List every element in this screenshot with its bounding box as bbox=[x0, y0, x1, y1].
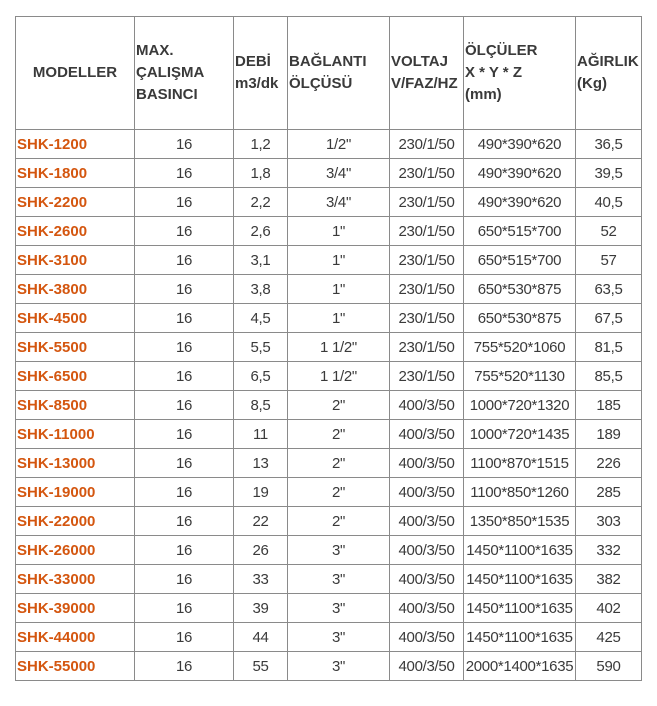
voltage-cell: 230/1/50 bbox=[390, 130, 464, 159]
voltage-cell: 400/3/50 bbox=[390, 391, 464, 420]
pressure-cell: 16 bbox=[135, 536, 234, 565]
flow-cell: 5,5 bbox=[234, 333, 288, 362]
header-row bbox=[16, 17, 642, 130]
model-cell: SHK-55000 bbox=[16, 652, 135, 681]
table-row bbox=[16, 652, 642, 681]
weight-cell: 425 bbox=[576, 623, 642, 652]
dimensions-cell: 1000*720*1320 bbox=[464, 391, 576, 420]
flow-cell: 11 bbox=[234, 420, 288, 449]
weight-cell: 36,5 bbox=[576, 130, 642, 159]
voltage-cell: 400/3/50 bbox=[390, 449, 464, 478]
dimensions-cell: 1450*1100*1635 bbox=[464, 623, 576, 652]
table-row bbox=[16, 478, 642, 507]
weight-cell: 303 bbox=[576, 507, 642, 536]
pressure-cell: 16 bbox=[135, 391, 234, 420]
table-row bbox=[16, 130, 642, 159]
pressure-cell: 16 bbox=[135, 507, 234, 536]
weight-cell: 332 bbox=[576, 536, 642, 565]
model-cell: SHK-3800 bbox=[16, 275, 135, 304]
flow-cell: 6,5 bbox=[234, 362, 288, 391]
header-connection bbox=[288, 17, 390, 130]
voltage-cell: 230/1/50 bbox=[390, 275, 464, 304]
model-cell: SHK-3100 bbox=[16, 246, 135, 275]
table-header bbox=[16, 17, 642, 130]
header-pressure bbox=[135, 17, 234, 130]
connection-cell: 2" bbox=[288, 478, 390, 507]
pressure-cell: 16 bbox=[135, 188, 234, 217]
header-voltage-line: V/FAZ/HZ bbox=[391, 75, 458, 92]
pressure-cell: 16 bbox=[135, 246, 234, 275]
header-pressure-line: BASINCI bbox=[136, 86, 198, 103]
pressure-cell: 16 bbox=[135, 594, 234, 623]
dimensions-cell: 650*515*700 bbox=[464, 246, 576, 275]
model-cell: SHK-1800 bbox=[16, 159, 135, 188]
connection-cell: 3/4" bbox=[288, 188, 390, 217]
model-cell: SHK-5500 bbox=[16, 333, 135, 362]
header-connection-line: BAĞLANTI bbox=[289, 53, 367, 70]
dimensions-cell: 650*530*875 bbox=[464, 304, 576, 333]
flow-cell: 55 bbox=[234, 652, 288, 681]
model-cell: SHK-26000 bbox=[16, 536, 135, 565]
connection-cell: 1" bbox=[288, 304, 390, 333]
pressure-cell: 16 bbox=[135, 652, 234, 681]
model-cell: SHK-2600 bbox=[16, 217, 135, 246]
dimensions-cell: 490*390*620 bbox=[464, 130, 576, 159]
weight-cell: 189 bbox=[576, 420, 642, 449]
connection-cell: 3" bbox=[288, 623, 390, 652]
dimensions-cell: 755*520*1060 bbox=[464, 333, 576, 362]
voltage-cell: 230/1/50 bbox=[390, 246, 464, 275]
table-row bbox=[16, 159, 642, 188]
model-cell: SHK-22000 bbox=[16, 507, 135, 536]
dimensions-cell: 1450*1100*1635 bbox=[464, 565, 576, 594]
header-dimensions bbox=[464, 17, 576, 130]
pressure-cell: 16 bbox=[135, 565, 234, 594]
connection-cell: 1 1/2" bbox=[288, 333, 390, 362]
voltage-cell: 230/1/50 bbox=[390, 304, 464, 333]
weight-cell: 57 bbox=[576, 246, 642, 275]
table-row bbox=[16, 304, 642, 333]
pressure-cell: 16 bbox=[135, 623, 234, 652]
flow-cell: 1,8 bbox=[234, 159, 288, 188]
header-flow-line: DEBİ bbox=[235, 53, 271, 70]
dimensions-cell: 755*520*1130 bbox=[464, 362, 576, 391]
connection-cell: 1 1/2" bbox=[288, 362, 390, 391]
voltage-cell: 400/3/50 bbox=[390, 536, 464, 565]
weight-cell: 52 bbox=[576, 217, 642, 246]
pressure-cell: 16 bbox=[135, 478, 234, 507]
flow-cell: 2,6 bbox=[234, 217, 288, 246]
dimensions-cell: 2000*1400*1635 bbox=[464, 652, 576, 681]
model-cell: SHK-19000 bbox=[16, 478, 135, 507]
weight-cell: 402 bbox=[576, 594, 642, 623]
weight-cell: 382 bbox=[576, 565, 642, 594]
weight-cell: 40,5 bbox=[576, 188, 642, 217]
dimensions-cell: 650*515*700 bbox=[464, 217, 576, 246]
dimensions-cell: 1100*870*1515 bbox=[464, 449, 576, 478]
header-voltage-line: VOLTAJ bbox=[391, 53, 448, 70]
voltage-cell: 230/1/50 bbox=[390, 362, 464, 391]
weight-cell: 226 bbox=[576, 449, 642, 478]
voltage-cell: 230/1/50 bbox=[390, 333, 464, 362]
table-row bbox=[16, 420, 642, 449]
pressure-cell: 16 bbox=[135, 449, 234, 478]
header-weight-line: (Kg) bbox=[577, 75, 607, 92]
connection-cell: 2" bbox=[288, 507, 390, 536]
table-row bbox=[16, 594, 642, 623]
header-dimensions-line: ÖLÇÜLER bbox=[465, 42, 538, 59]
pressure-cell: 16 bbox=[135, 275, 234, 304]
dimensions-cell: 1000*720*1435 bbox=[464, 420, 576, 449]
flow-cell: 22 bbox=[234, 507, 288, 536]
table-row bbox=[16, 333, 642, 362]
connection-cell: 3" bbox=[288, 565, 390, 594]
pressure-cell: 16 bbox=[135, 217, 234, 246]
weight-cell: 63,5 bbox=[576, 275, 642, 304]
voltage-cell: 400/3/50 bbox=[390, 507, 464, 536]
header-dimensions-line: (mm) bbox=[465, 86, 502, 103]
dimensions-cell: 1100*850*1260 bbox=[464, 478, 576, 507]
table-row bbox=[16, 188, 642, 217]
model-cell: SHK-1200 bbox=[16, 130, 135, 159]
flow-cell: 4,5 bbox=[234, 304, 288, 333]
model-cell: SHK-4500 bbox=[16, 304, 135, 333]
connection-cell: 1" bbox=[288, 217, 390, 246]
header-weight bbox=[576, 17, 642, 130]
dimensions-cell: 1350*850*1535 bbox=[464, 507, 576, 536]
table-row bbox=[16, 246, 642, 275]
table-row bbox=[16, 623, 642, 652]
header-flow-line: m3/dk bbox=[235, 75, 279, 92]
flow-cell: 33 bbox=[234, 565, 288, 594]
connection-cell: 3" bbox=[288, 536, 390, 565]
model-cell: SHK-11000 bbox=[16, 420, 135, 449]
table-row bbox=[16, 536, 642, 565]
voltage-cell: 230/1/50 bbox=[390, 188, 464, 217]
model-cell: SHK-44000 bbox=[16, 623, 135, 652]
voltage-cell: 400/3/50 bbox=[390, 594, 464, 623]
connection-cell: 1/2" bbox=[288, 130, 390, 159]
weight-cell: 85,5 bbox=[576, 362, 642, 391]
table-row bbox=[16, 449, 642, 478]
table-row bbox=[16, 362, 642, 391]
header-weight-line: AĞIRLIK bbox=[577, 53, 639, 70]
model-cell: SHK-13000 bbox=[16, 449, 135, 478]
connection-cell: 2" bbox=[288, 391, 390, 420]
weight-cell: 285 bbox=[576, 478, 642, 507]
model-cell: SHK-33000 bbox=[16, 565, 135, 594]
model-cell: SHK-8500 bbox=[16, 391, 135, 420]
weight-cell: 185 bbox=[576, 391, 642, 420]
table-row bbox=[16, 507, 642, 536]
dimensions-cell: 1450*1100*1635 bbox=[464, 594, 576, 623]
pressure-cell: 16 bbox=[135, 159, 234, 188]
header-dimensions-line: X * Y * Z bbox=[465, 64, 522, 81]
flow-cell: 3,8 bbox=[234, 275, 288, 304]
voltage-cell: 400/3/50 bbox=[390, 623, 464, 652]
connection-cell: 3" bbox=[288, 594, 390, 623]
voltage-cell: 400/3/50 bbox=[390, 420, 464, 449]
dimensions-cell: 490*390*620 bbox=[464, 159, 576, 188]
dimensions-cell: 650*530*875 bbox=[464, 275, 576, 304]
table-row bbox=[16, 217, 642, 246]
connection-cell: 2" bbox=[288, 420, 390, 449]
header-flow bbox=[234, 17, 288, 130]
flow-cell: 19 bbox=[234, 478, 288, 507]
weight-cell: 81,5 bbox=[576, 333, 642, 362]
header-pressure-line: ÇALIŞMA bbox=[136, 64, 205, 81]
flow-cell: 2,2 bbox=[234, 188, 288, 217]
connection-cell: 2" bbox=[288, 449, 390, 478]
flow-cell: 44 bbox=[234, 623, 288, 652]
connection-cell: 3" bbox=[288, 652, 390, 681]
pressure-cell: 16 bbox=[135, 333, 234, 362]
flow-cell: 1,2 bbox=[234, 130, 288, 159]
table-row bbox=[16, 565, 642, 594]
voltage-cell: 400/3/50 bbox=[390, 478, 464, 507]
voltage-cell: 230/1/50 bbox=[390, 217, 464, 246]
connection-cell: 3/4" bbox=[288, 159, 390, 188]
model-cell: SHK-39000 bbox=[16, 594, 135, 623]
header-model bbox=[16, 17, 135, 130]
flow-cell: 8,5 bbox=[234, 391, 288, 420]
pressure-cell: 16 bbox=[135, 362, 234, 391]
header-pressure-line: MAX. bbox=[136, 42, 174, 59]
flow-cell: 39 bbox=[234, 594, 288, 623]
pressure-cell: 16 bbox=[135, 304, 234, 333]
flow-cell: 3,1 bbox=[234, 246, 288, 275]
weight-cell: 590 bbox=[576, 652, 642, 681]
header-connection-line: ÖLÇÜSÜ bbox=[289, 75, 353, 92]
voltage-cell: 400/3/50 bbox=[390, 565, 464, 594]
weight-cell: 67,5 bbox=[576, 304, 642, 333]
weight-cell: 39,5 bbox=[576, 159, 642, 188]
dimensions-cell: 490*390*620 bbox=[464, 188, 576, 217]
flow-cell: 13 bbox=[234, 449, 288, 478]
connection-cell: 1" bbox=[288, 246, 390, 275]
voltage-cell: 400/3/50 bbox=[390, 652, 464, 681]
pressure-cell: 16 bbox=[135, 420, 234, 449]
dimensions-cell: 1450*1100*1635 bbox=[464, 536, 576, 565]
voltage-cell: 230/1/50 bbox=[390, 159, 464, 188]
table-row bbox=[16, 275, 642, 304]
table-body bbox=[16, 130, 642, 681]
spec-table bbox=[15, 16, 642, 681]
header-model-line: MODELLER bbox=[32, 64, 118, 81]
model-cell: SHK-2200 bbox=[16, 188, 135, 217]
table-row bbox=[16, 391, 642, 420]
connection-cell: 1" bbox=[288, 275, 390, 304]
header-voltage bbox=[390, 17, 464, 130]
pressure-cell: 16 bbox=[135, 130, 234, 159]
model-cell: SHK-6500 bbox=[16, 362, 135, 391]
flow-cell: 26 bbox=[234, 536, 288, 565]
